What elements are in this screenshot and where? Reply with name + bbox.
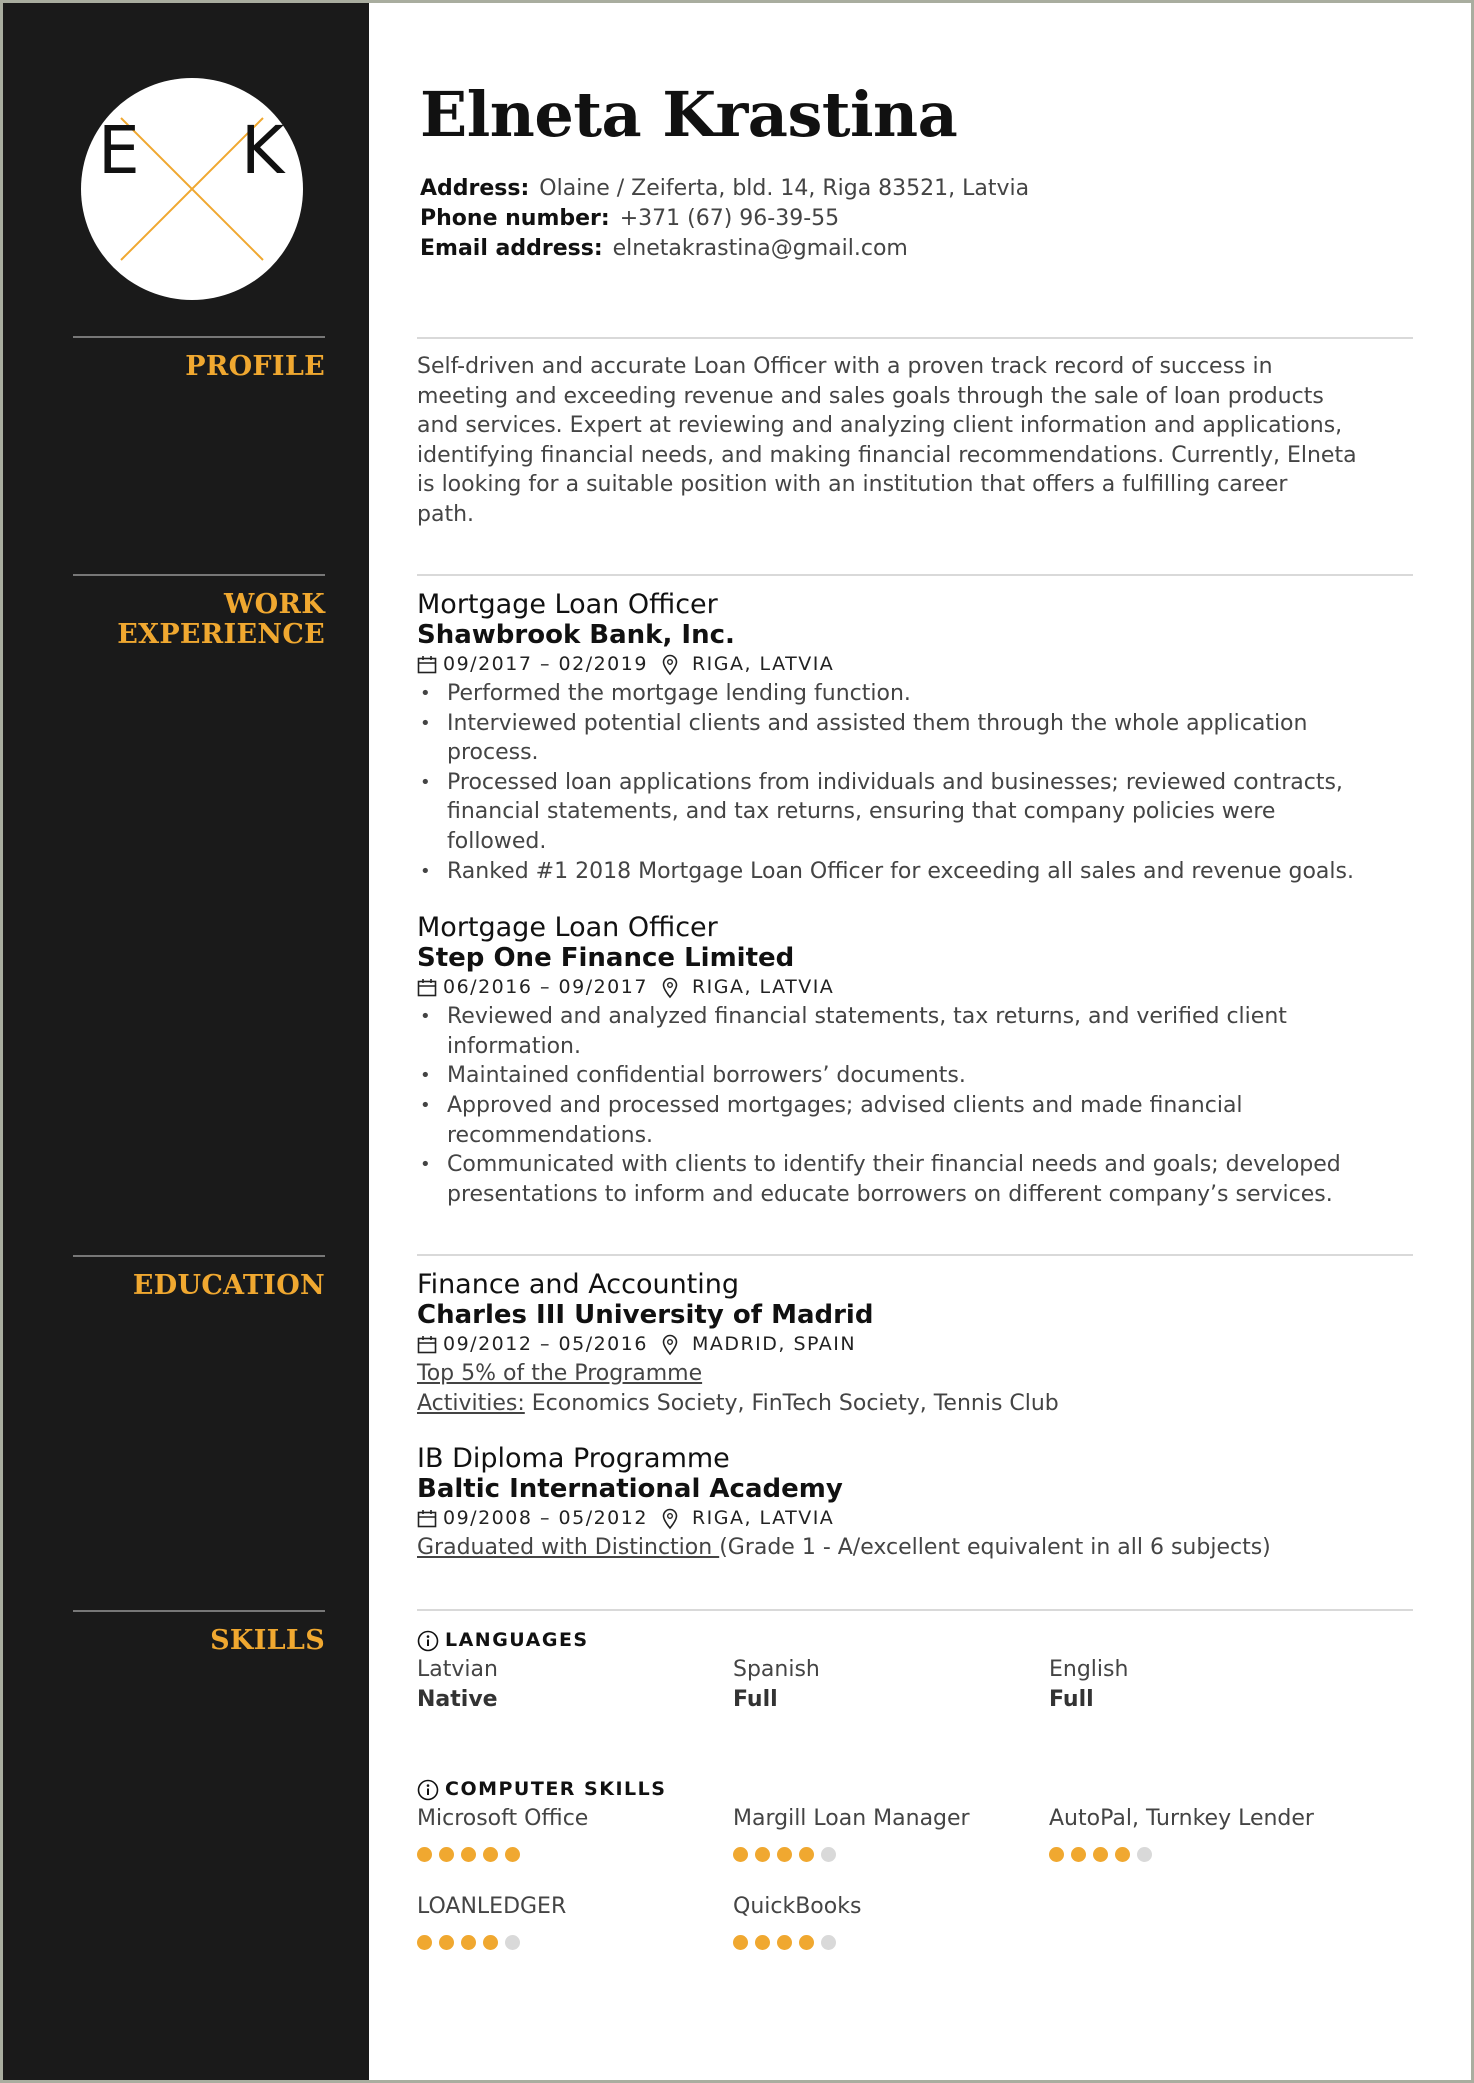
section-title-profile: PROFILE <box>185 351 325 382</box>
computer-skill-item <box>417 1892 717 1951</box>
skill-name: Microsoft Office <box>417 1806 589 1831</box>
work-section <box>417 590 1413 1235</box>
language-item <box>1049 1655 1349 1714</box>
rating-dot-empty <box>1137 1847 1152 1862</box>
calendar-icon <box>417 1335 437 1355</box>
education-entry <box>417 1444 1413 1563</box>
rating-dot-empty <box>505 1935 520 1950</box>
language-name: Latvian <box>417 1657 498 1682</box>
rating-dot-filled <box>483 1847 498 1862</box>
location-pin-icon <box>662 1334 678 1356</box>
contact-value: Olaine / Zeiferta, bld. 14, Riga 83521, Latvia <box>539 176 1030 201</box>
rating-dot-filled <box>733 1935 748 1950</box>
education-dates: 09/2008 – 05/2012 <box>443 1507 648 1530</box>
contact-email <box>420 234 1029 264</box>
skill-name: AutoPal, Turnkey Lender <box>1049 1806 1314 1831</box>
section-title-work-line1: WORK <box>224 589 325 620</box>
rating-dot-filled <box>505 1847 520 1862</box>
rating-dot-filled <box>799 1847 814 1862</box>
rating-dot-filled <box>439 1935 454 1950</box>
job-bullets <box>417 679 1413 886</box>
divider <box>417 337 1413 339</box>
skill-rating <box>417 1847 717 1863</box>
language-level: Full <box>1049 1686 1094 1712</box>
sidebar <box>3 3 369 2080</box>
languages-grid <box>417 1655 1413 1715</box>
activities-list: Economics Society, FinTech Society, Tennis Club <box>524 1390 1059 1416</box>
rating-dot-filled <box>1115 1847 1130 1862</box>
profile-text <box>417 352 1413 530</box>
language-item <box>733 1655 1033 1714</box>
computer-skills-heading <box>417 1775 1413 1804</box>
rating-dot-filled <box>461 1847 476 1862</box>
sidebar-heading-profile <box>73 336 325 382</box>
job-location: RIGA, LATVIA <box>691 976 835 999</box>
job-company: Step One Finance Limited <box>417 943 795 974</box>
bullet-line: • Approved and processed mortgages; advised clients and made financial <box>447 1092 1243 1118</box>
language-item <box>417 1655 717 1714</box>
monogram-logo <box>81 78 303 300</box>
rating-dot-filled <box>483 1935 498 1950</box>
job-dates: 06/2016 – 09/2017 <box>443 976 648 999</box>
job-entry <box>417 590 1413 886</box>
distinction-label: Graduated with Distinction <box>417 1535 720 1561</box>
sidebar-heading-education <box>73 1255 325 1301</box>
skill-rating <box>733 1847 1033 1863</box>
profile-line: identifying financial needs, and making financial recommendations. Currently, Elneta <box>417 442 1357 468</box>
contact-block <box>420 174 1029 264</box>
profile-line: is looking for a suitable position with an institution that offers a fulfilling career <box>417 472 1288 498</box>
activities-label: Activities: <box>417 1390 525 1416</box>
profile-section <box>417 352 1413 530</box>
calendar-icon <box>417 1509 437 1529</box>
job-title: Mortgage Loan Officer <box>417 589 718 620</box>
candidate-name: Elneta Krastina <box>420 78 958 151</box>
bullet-line: • Interviewed potential clients and assisted them through the whole application <box>447 710 1308 736</box>
bullet-line: • Communicated with clients to identify their financial needs and goals; developed <box>447 1152 1341 1178</box>
location-pin-icon <box>662 654 678 676</box>
contact-phone <box>420 204 1029 234</box>
section-title-education: EDUCATION <box>132 1270 325 1301</box>
rating-dot-empty <box>821 1847 836 1862</box>
education-activities <box>417 1389 1413 1419</box>
divider <box>417 1609 1413 1611</box>
rating-dot-filled <box>733 1847 748 1862</box>
education-degree: IB Diploma Programme <box>417 1443 730 1475</box>
education-school: Baltic International Academy <box>417 1474 843 1505</box>
bullet-line: process. <box>447 740 539 766</box>
job-entry <box>417 913 1413 1209</box>
bullet-item <box>417 1002 1413 1061</box>
contact-label: Address: <box>420 176 530 201</box>
contact-label: Email address: <box>420 236 603 261</box>
education-honor: Top 5% of the Programme <box>417 1361 703 1386</box>
rating-dot-filled <box>755 1935 770 1950</box>
education-note <box>417 1359 1413 1389</box>
bullet-item <box>417 679 1413 709</box>
rating-dot-filled <box>417 1847 432 1862</box>
computer-skill-item <box>417 1804 717 1863</box>
computer-skills-heading-text: COMPUTER SKILLS <box>445 1778 667 1800</box>
computer-skills-row <box>417 1892 1413 1952</box>
section-title-skills: SKILLS <box>210 1625 325 1656</box>
divider <box>417 1254 1413 1256</box>
education-location: RIGA, LATVIA <box>691 1507 835 1530</box>
bullet-line: followed. <box>447 828 547 854</box>
profile-line: path. <box>417 501 475 527</box>
bullet-item <box>417 709 1413 768</box>
info-icon <box>417 1630 439 1652</box>
calendar-icon <box>417 655 437 675</box>
bullet-line: presentations to inform and educate borrowers on different company’s services. <box>447 1181 1333 1207</box>
job-company: Shawbrook Bank, Inc. <box>417 620 735 650</box>
sidebar-heading-skills <box>73 1610 325 1656</box>
bullet-line: • Processed loan applications from individuals and businesses; reviewed contracts, <box>447 769 1343 795</box>
rating-dot-filled <box>439 1847 454 1862</box>
education-section <box>417 1270 1413 1589</box>
language-name: English <box>1049 1657 1129 1682</box>
bullet-line: • Reviewed and analyzed financial statements, tax returns, and verified client <box>447 1004 1287 1030</box>
bullet-item <box>417 857 1413 887</box>
job-meta <box>417 650 1413 679</box>
bullet-line: financial statements, and tax returns, ensuring that company policies were <box>447 799 1276 825</box>
divider <box>417 574 1413 576</box>
location-pin-icon <box>662 977 678 999</box>
bullet-line: recommendations. <box>447 1122 654 1148</box>
education-entry <box>417 1270 1413 1418</box>
location-pin-icon <box>662 1508 678 1530</box>
rating-dot-filled <box>461 1935 476 1950</box>
language-level: Full <box>733 1686 778 1712</box>
contact-value: +371 (67) 96-39-55 <box>619 206 840 231</box>
skill-name: Margill Loan Manager <box>733 1806 970 1831</box>
distinction-detail: (Grade 1 - A/excellent equivalent in all 6 subjects) <box>719 1535 1271 1561</box>
skills-section <box>417 1626 1413 1952</box>
skill-name: QuickBooks <box>733 1894 862 1919</box>
language-level: Native <box>417 1686 498 1712</box>
job-bullets <box>417 1002 1413 1209</box>
rating-dot-filled <box>417 1935 432 1950</box>
languages-heading-text: LANGUAGES <box>445 1629 589 1651</box>
bullet-item <box>417 768 1413 857</box>
skill-rating <box>1049 1847 1349 1863</box>
info-icon <box>417 1779 439 1801</box>
bullet-line: • Maintained confidential borrowers’ documents. <box>447 1063 966 1089</box>
education-school: Charles III University of Madrid <box>417 1300 874 1330</box>
rating-dot-filled <box>1071 1847 1086 1862</box>
education-degree: Finance and Accounting <box>417 1269 740 1300</box>
job-meta <box>417 973 1413 1002</box>
rating-dot-filled <box>1093 1847 1108 1862</box>
bullet-line: • Ranked #1 2018 Mortgage Loan Officer for exceeding all sales and revenue goals. <box>447 858 1354 884</box>
rating-dot-empty <box>821 1935 836 1950</box>
calendar-icon <box>417 978 437 998</box>
section-title-work-line2: EXPERIENCE <box>117 619 325 650</box>
rating-dot-filled <box>1049 1847 1064 1862</box>
contact-address <box>420 174 1029 204</box>
profile-line: and services. Expert at reviewing and analyzing client information and applications, <box>417 413 1343 439</box>
education-location: MADRID, SPAIN <box>691 1333 857 1355</box>
profile-line: meeting and exceeding revenue and sales goals through the sale of loan products <box>417 383 1324 409</box>
bullet-item <box>417 1150 1413 1209</box>
education-meta <box>417 1504 1413 1533</box>
skill-rating <box>733 1935 1033 1951</box>
languages-heading <box>417 1626 1413 1655</box>
sidebar-heading-work <box>73 574 325 650</box>
bullet-item <box>417 1091 1413 1150</box>
job-title: Mortgage Loan Officer <box>417 912 718 944</box>
skill-name: LOANLEDGER <box>417 1894 567 1919</box>
language-name: Spanish <box>733 1657 820 1682</box>
contact-label: Phone number: <box>420 206 610 231</box>
monogram-second-initial: K <box>241 112 285 189</box>
skill-rating <box>417 1935 717 1951</box>
education-meta <box>417 1330 1413 1359</box>
computer-skill-item <box>733 1804 1033 1863</box>
rating-dot-filled <box>777 1935 792 1950</box>
bullet-line: information. <box>447 1033 581 1059</box>
profile-line: Self-driven and accurate Loan Officer with a proven track record of success in <box>417 354 1273 379</box>
monogram-first-initial: E <box>98 112 140 189</box>
job-location: RIGA, LATVIA <box>691 653 835 675</box>
computer-skill-item <box>1049 1804 1349 1863</box>
contact-value: elnetakrastina@gmail.com <box>612 236 908 261</box>
computer-skill-item <box>733 1892 1033 1951</box>
rating-dot-filled <box>777 1847 792 1862</box>
rating-dot-filled <box>799 1935 814 1950</box>
computer-skills-row <box>417 1804 1413 1892</box>
bullet-line: • Performed the mortgage lending function. <box>447 681 911 706</box>
bullet-item <box>417 1061 1413 1091</box>
job-dates: 09/2017 – 02/2019 <box>443 653 648 675</box>
education-distinction <box>417 1533 1413 1563</box>
education-dates: 09/2012 – 05/2016 <box>443 1333 648 1355</box>
rating-dot-filled <box>755 1847 770 1862</box>
